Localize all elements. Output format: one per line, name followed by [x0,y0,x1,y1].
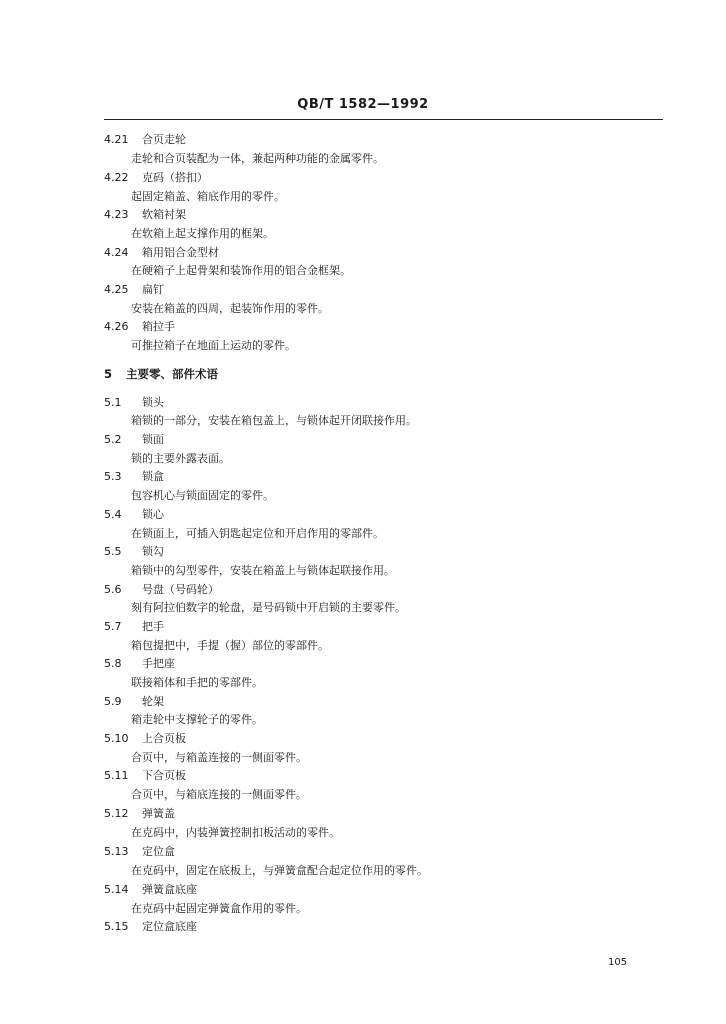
term-number: 4.26 [104,320,129,333]
term-name: 克码（搭扣） [142,171,208,184]
term-name: 轮架 [142,695,164,708]
term-name: 锁勾 [142,545,164,558]
term-number: 5.4 [104,508,122,521]
term-definition: 锁的主要外露表面。 [131,452,230,465]
term-heading [104,655,175,673]
term-number: 5.15 [104,920,129,933]
term-heading [104,206,186,224]
term-definition: 在克码中，固定在底板上，与弹簧盒配合起定位作用的零件。 [131,864,428,877]
term-heading [104,506,164,524]
term-number: 4.24 [104,246,129,259]
term-name: 软箱衬架 [142,208,186,221]
term-name: 弹簧盒底座 [142,883,197,896]
term-name: 锁面 [142,433,164,446]
term-heading [104,618,164,636]
term-heading [104,693,164,711]
header-title: QB/T 1582—1992 [297,97,429,112]
term-definition: 刻有阿拉伯数字的轮盘，是号码锁中开启锁的主要零件。 [131,601,406,614]
term-number: 5.10 [104,732,129,745]
term-number: 5.14 [104,883,129,896]
header-rule [104,119,663,120]
term-heading [104,730,186,748]
term-definition: 箱包提把中，手提（握）部位的零部件。 [131,639,329,652]
term-name: 箱用铝合金型材 [142,246,219,259]
term-heading [104,767,186,785]
term-number: 5.1 [104,396,122,409]
term-heading [104,881,197,899]
term-name: 下合页板 [142,769,186,782]
term-heading [104,431,164,449]
term-definition: 在锁面上，可插入钥匙起定位和开启作用的零部件。 [131,527,384,540]
term-definition: 联接箱体和手把的零部件。 [131,676,263,689]
term-definition: 起固定箱盖、箱底作用的零件。 [131,190,285,203]
term-number: 4.25 [104,283,129,296]
term-number: 5.2 [104,433,122,446]
term-name: 锁盒 [142,470,164,483]
term-definition: 合页中，与箱底连接的一侧面零件。 [131,788,307,801]
term-definition: 箱锁的一部分，安装在箱包盖上，与锁体起开闭联接作用。 [131,414,417,427]
term-heading [104,468,164,486]
term-heading [104,318,175,336]
term-heading [104,843,175,861]
term-heading [104,394,164,412]
term-name: 手把座 [142,657,175,670]
term-heading [104,918,197,936]
term-number: 5.13 [104,845,129,858]
term-number: 5.8 [104,657,122,670]
term-definition: 箱走轮中支撑轮子的零件。 [131,713,263,726]
term-number: 4.23 [104,208,129,221]
term-name: 定位盒底座 [142,920,197,933]
term-number: 5.6 [104,583,122,596]
term-heading [104,131,186,149]
term-number: 5.7 [104,620,122,633]
term-number: 5.3 [104,470,122,483]
term-number: 5.12 [104,807,129,820]
term-number: 4.22 [104,171,129,184]
term-definition: 在软箱上起支撑作用的框架。 [131,227,274,240]
term-definition: 包容机心与锁面固定的零件。 [131,489,274,502]
term-definition: 走轮和合页装配为一体，兼起两种功能的金属零件。 [131,152,384,165]
term-definition: 在克码中起固定弹簧盒作用的零件。 [131,902,307,915]
term-heading [104,805,175,823]
section-heading [104,365,218,383]
term-heading [104,581,219,599]
term-name: 把手 [142,620,164,633]
term-number: 5.9 [104,695,122,708]
term-number: 5.5 [104,545,122,558]
term-definition: 箱锁中的勾型零件，安装在箱盖上与锁体起联接作用。 [131,564,395,577]
term-number: 5.11 [104,769,129,782]
term-name: 上合页板 [142,732,186,745]
term-definition: 合页中，与箱盖连接的一侧面零件。 [131,751,307,764]
term-name: 号盘（号码轮） [142,583,219,596]
term-definition: 可推拉箱子在地面上运动的零件。 [131,339,296,352]
term-heading [104,244,219,262]
term-definition: 在硬箱子上起骨架和装饰作用的铝合金框架。 [131,264,351,277]
term-definition: 在克码中，内装弹簧控制扣板活动的零件。 [131,826,340,839]
term-name: 合页走轮 [142,133,186,146]
term-heading [104,169,208,187]
term-definition: 安装在箱盖的四周，起装饰作用的零件。 [131,302,329,315]
page-number: 105 [608,957,628,968]
term-name: 弹簧盖 [142,807,175,820]
section-title: 主要零、部件术语 [126,367,218,381]
section-number: 5 [104,367,113,381]
term-name: 锁心 [142,508,164,521]
term-name: 锁头 [142,396,164,409]
term-heading [104,543,164,561]
term-name: 定位盒 [142,845,175,858]
term-name: 扁钉 [142,283,164,296]
term-name: 箱拉手 [142,320,175,333]
term-heading [104,281,164,299]
term-number: 4.21 [104,133,129,146]
